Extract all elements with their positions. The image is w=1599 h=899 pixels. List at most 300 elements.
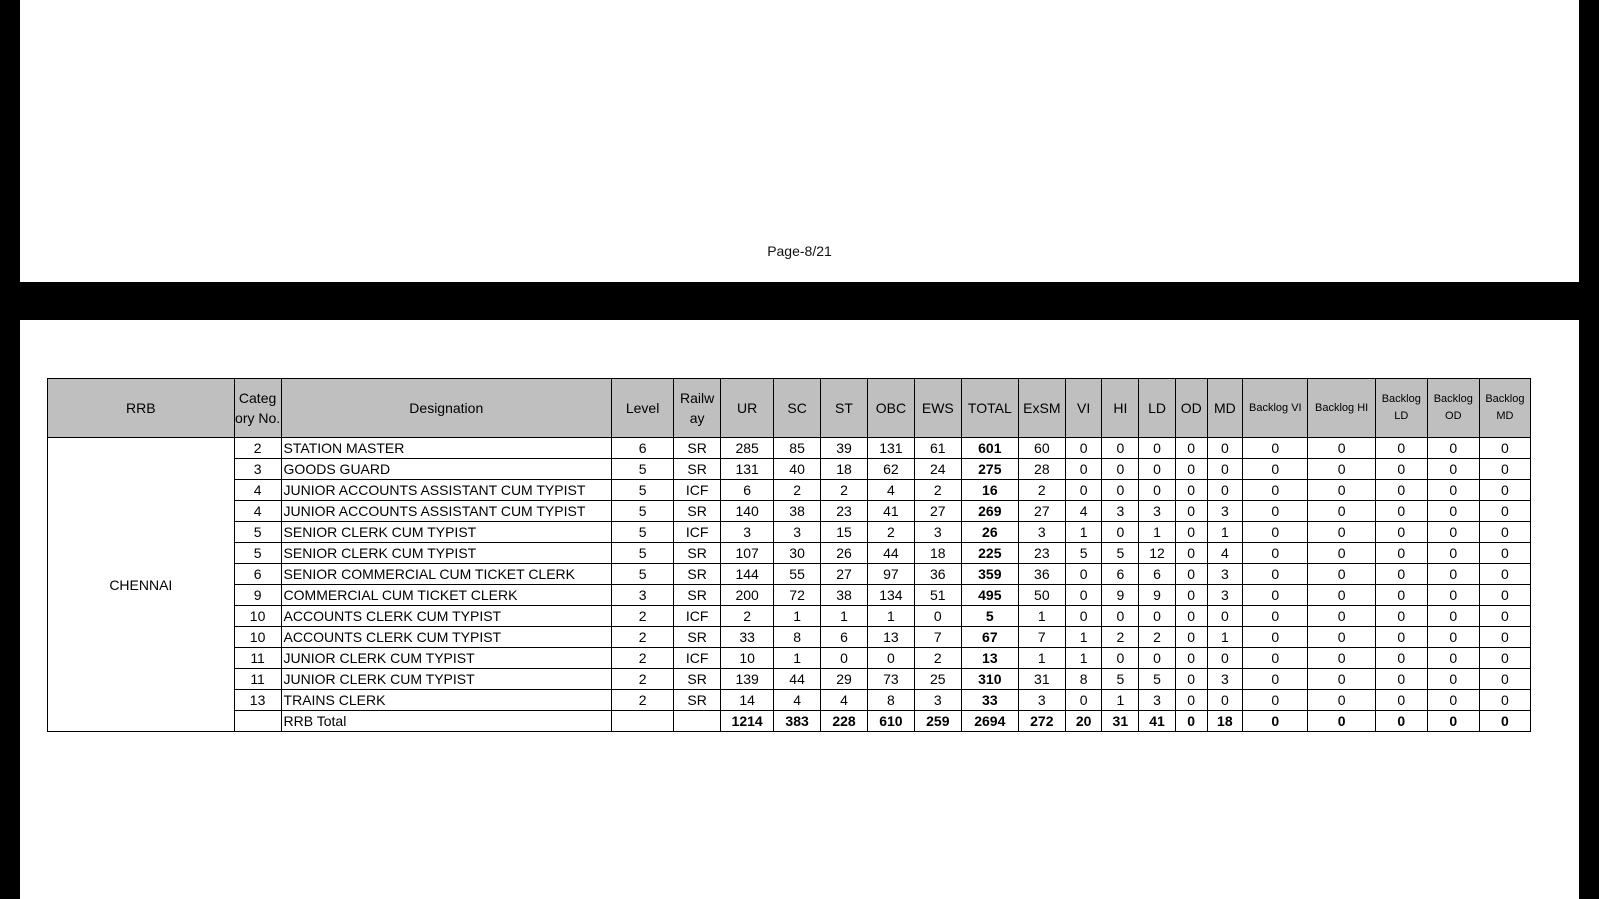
category-no-cell: 9 bbox=[234, 585, 281, 606]
backlog-ld-cell: 0 bbox=[1375, 564, 1427, 585]
ur-cell: 285 bbox=[721, 438, 774, 459]
total-row bbox=[48, 711, 1531, 732]
backlog-vi-cell: 0 bbox=[1243, 585, 1308, 606]
hi-cell: 6 bbox=[1102, 564, 1139, 585]
ld-cell: 9 bbox=[1139, 585, 1176, 606]
table-row bbox=[48, 501, 1531, 522]
obc-cell: 13 bbox=[867, 627, 914, 648]
category-no-cell: 13 bbox=[234, 690, 281, 711]
backlog-md-cell: 0 bbox=[1479, 669, 1530, 690]
backlog-hi-cell: 0 bbox=[1308, 669, 1375, 690]
backlog-md-cell: 0 bbox=[1479, 585, 1530, 606]
table-row bbox=[48, 459, 1531, 480]
exsm-cell: 27 bbox=[1018, 501, 1065, 522]
backlog-ld-cell: 0 bbox=[1375, 606, 1427, 627]
railway-cell: SR bbox=[674, 459, 721, 480]
header-total: TOTAL bbox=[961, 379, 1018, 438]
sc-cell: 40 bbox=[774, 459, 821, 480]
header-backlog-vi: Backlog VI bbox=[1243, 379, 1308, 438]
railway-cell: SR bbox=[674, 627, 721, 648]
backlog-hi-cell: 0 bbox=[1308, 543, 1375, 564]
ews-cell: 2 bbox=[914, 480, 961, 501]
od-cell: 0 bbox=[1175, 480, 1207, 501]
ur-cell: 6 bbox=[721, 480, 774, 501]
total-cell: 33 bbox=[961, 690, 1018, 711]
ur-cell: 200 bbox=[721, 585, 774, 606]
backlog-od-cell: 0 bbox=[1427, 501, 1479, 522]
backlog-vi-cell: 0 bbox=[1243, 522, 1308, 543]
ur-cell: 2 bbox=[721, 606, 774, 627]
backlog-hi-cell: 0 bbox=[1308, 522, 1375, 543]
vacancy-table bbox=[47, 378, 1531, 732]
sc-cell: 1 bbox=[774, 606, 821, 627]
header-st: ST bbox=[821, 379, 868, 438]
backlog-ld-cell: 0 bbox=[1375, 438, 1427, 459]
hi-cell: 3 bbox=[1102, 501, 1139, 522]
level-cell: 2 bbox=[612, 627, 674, 648]
level-cell bbox=[612, 711, 674, 732]
obc-cell: 134 bbox=[867, 585, 914, 606]
md-cell: 3 bbox=[1207, 585, 1243, 606]
st-cell: 26 bbox=[821, 543, 868, 564]
header-row bbox=[48, 379, 1531, 438]
total-cell: 275 bbox=[961, 459, 1018, 480]
exsm-cell: 31 bbox=[1018, 669, 1065, 690]
backlog-od-cell: 0 bbox=[1427, 438, 1479, 459]
st-cell: 39 bbox=[821, 438, 868, 459]
vi-cell: 4 bbox=[1065, 501, 1102, 522]
backlog-md-cell: 0 bbox=[1479, 690, 1530, 711]
st-cell: 4 bbox=[821, 690, 868, 711]
vi-cell: 1 bbox=[1065, 522, 1102, 543]
ur-cell: 3 bbox=[721, 522, 774, 543]
st-cell: 0 bbox=[821, 648, 868, 669]
backlog-od-cell: 0 bbox=[1427, 522, 1479, 543]
backlog-od-cell: 0 bbox=[1427, 648, 1479, 669]
ews-cell: 18 bbox=[914, 543, 961, 564]
backlog-vi-cell: 0 bbox=[1243, 501, 1308, 522]
table-row bbox=[48, 438, 1531, 459]
sc-cell: 1 bbox=[774, 648, 821, 669]
ur-cell: 144 bbox=[721, 564, 774, 585]
designation-cell: SENIOR CLERK CUM TYPIST bbox=[281, 522, 611, 543]
total-cell: 225 bbox=[961, 543, 1018, 564]
hi-cell: 0 bbox=[1102, 522, 1139, 543]
backlog-hi-cell: 0 bbox=[1308, 711, 1375, 732]
category-no-cell: 6 bbox=[234, 564, 281, 585]
od-cell: 0 bbox=[1175, 501, 1207, 522]
category-no-cell: 5 bbox=[234, 522, 281, 543]
vi-cell: 0 bbox=[1065, 459, 1102, 480]
backlog-md-cell: 0 bbox=[1479, 564, 1530, 585]
backlog-od-cell: 0 bbox=[1427, 480, 1479, 501]
backlog-hi-cell: 0 bbox=[1308, 690, 1375, 711]
backlog-ld-cell: 0 bbox=[1375, 690, 1427, 711]
header-ews: EWS bbox=[914, 379, 961, 438]
level-cell: 5 bbox=[612, 543, 674, 564]
exsm-cell: 1 bbox=[1018, 606, 1065, 627]
page-number: Page-8/21 bbox=[767, 243, 832, 259]
md-cell: 0 bbox=[1207, 438, 1243, 459]
railway-cell: ICF bbox=[674, 648, 721, 669]
backlog-hi-cell: 0 bbox=[1308, 438, 1375, 459]
level-cell: 5 bbox=[612, 501, 674, 522]
level-cell: 2 bbox=[612, 606, 674, 627]
header-backlog-md: Backlog MD bbox=[1479, 379, 1530, 438]
sc-cell: 44 bbox=[774, 669, 821, 690]
md-cell: 3 bbox=[1207, 501, 1243, 522]
backlog-vi-cell: 0 bbox=[1243, 669, 1308, 690]
backlog-hi-cell: 0 bbox=[1308, 606, 1375, 627]
header-hi: HI bbox=[1102, 379, 1139, 438]
backlog-ld-cell: 0 bbox=[1375, 543, 1427, 564]
exsm-cell: 28 bbox=[1018, 459, 1065, 480]
level-cell: 6 bbox=[612, 438, 674, 459]
ur-cell: 14 bbox=[721, 690, 774, 711]
sc-cell: 38 bbox=[774, 501, 821, 522]
total-cell: 16 bbox=[961, 480, 1018, 501]
hi-cell: 0 bbox=[1102, 438, 1139, 459]
backlog-vi-cell: 0 bbox=[1243, 438, 1308, 459]
ld-cell: 3 bbox=[1139, 501, 1176, 522]
railway-cell bbox=[674, 711, 721, 732]
exsm-cell: 3 bbox=[1018, 522, 1065, 543]
railway-cell: SR bbox=[674, 585, 721, 606]
od-cell: 0 bbox=[1175, 438, 1207, 459]
obc-cell: 610 bbox=[867, 711, 914, 732]
md-cell: 4 bbox=[1207, 543, 1243, 564]
ur-cell: 10 bbox=[721, 648, 774, 669]
ews-cell: 61 bbox=[914, 438, 961, 459]
table-row bbox=[48, 480, 1531, 501]
md-cell: 1 bbox=[1207, 522, 1243, 543]
st-cell: 228 bbox=[821, 711, 868, 732]
st-cell: 23 bbox=[821, 501, 868, 522]
od-cell: 0 bbox=[1175, 627, 1207, 648]
total-cell: 67 bbox=[961, 627, 1018, 648]
designation-cell: JUNIOR CLERK CUM TYPIST bbox=[281, 669, 611, 690]
sc-cell: 8 bbox=[774, 627, 821, 648]
od-cell: 0 bbox=[1175, 711, 1207, 732]
od-cell: 0 bbox=[1175, 459, 1207, 480]
sc-cell: 2 bbox=[774, 480, 821, 501]
backlog-vi-cell: 0 bbox=[1243, 480, 1308, 501]
level-cell: 2 bbox=[612, 669, 674, 690]
header-vi: VI bbox=[1065, 379, 1102, 438]
railway-cell: ICF bbox=[674, 480, 721, 501]
category-no-cell: 2 bbox=[234, 438, 281, 459]
railway-cell: ICF bbox=[674, 606, 721, 627]
obc-cell: 8 bbox=[867, 690, 914, 711]
ews-cell: 2 bbox=[914, 648, 961, 669]
hi-cell: 5 bbox=[1102, 543, 1139, 564]
category-no-cell: 10 bbox=[234, 606, 281, 627]
table-row bbox=[48, 627, 1531, 648]
backlog-ld-cell: 0 bbox=[1375, 585, 1427, 606]
header-ld: LD bbox=[1139, 379, 1176, 438]
ews-cell: 0 bbox=[914, 606, 961, 627]
hi-cell: 9 bbox=[1102, 585, 1139, 606]
vi-cell: 0 bbox=[1065, 690, 1102, 711]
obc-cell: 41 bbox=[867, 501, 914, 522]
backlog-ld-cell: 0 bbox=[1375, 501, 1427, 522]
railway-cell: SR bbox=[674, 564, 721, 585]
vi-cell: 0 bbox=[1065, 606, 1102, 627]
st-cell: 38 bbox=[821, 585, 868, 606]
st-cell: 1 bbox=[821, 606, 868, 627]
backlog-md-cell: 0 bbox=[1479, 522, 1530, 543]
header-sc: SC bbox=[774, 379, 821, 438]
exsm-cell: 2 bbox=[1018, 480, 1065, 501]
backlog-od-cell: 0 bbox=[1427, 606, 1479, 627]
header-category-no: Categ ory No. bbox=[234, 379, 281, 438]
railway-cell: SR bbox=[674, 501, 721, 522]
backlog-hi-cell: 0 bbox=[1308, 501, 1375, 522]
backlog-vi-cell: 0 bbox=[1243, 564, 1308, 585]
hi-cell: 0 bbox=[1102, 480, 1139, 501]
vi-cell: 0 bbox=[1065, 438, 1102, 459]
hi-cell: 31 bbox=[1102, 711, 1139, 732]
designation-cell: SENIOR CLERK CUM TYPIST bbox=[281, 543, 611, 564]
ld-cell: 41 bbox=[1139, 711, 1176, 732]
table-row bbox=[48, 585, 1531, 606]
hi-cell: 0 bbox=[1102, 459, 1139, 480]
ews-cell: 36 bbox=[914, 564, 961, 585]
backlog-ld-cell: 0 bbox=[1375, 711, 1427, 732]
table-row bbox=[48, 564, 1531, 585]
backlog-md-cell: 0 bbox=[1479, 711, 1530, 732]
level-cell: 5 bbox=[612, 522, 674, 543]
table-row bbox=[48, 522, 1531, 543]
level-cell: 3 bbox=[612, 585, 674, 606]
category-no-cell: 10 bbox=[234, 627, 281, 648]
backlog-vi-cell: 0 bbox=[1243, 627, 1308, 648]
category-no-cell bbox=[234, 711, 281, 732]
vi-cell: 8 bbox=[1065, 669, 1102, 690]
hi-cell: 0 bbox=[1102, 606, 1139, 627]
ld-cell: 2 bbox=[1139, 627, 1176, 648]
obc-cell: 62 bbox=[867, 459, 914, 480]
level-cell: 5 bbox=[612, 480, 674, 501]
hi-cell: 5 bbox=[1102, 669, 1139, 690]
backlog-od-cell: 0 bbox=[1427, 459, 1479, 480]
table-row bbox=[48, 543, 1531, 564]
header-level: Level bbox=[612, 379, 674, 438]
level-cell: 5 bbox=[612, 564, 674, 585]
backlog-od-cell: 0 bbox=[1427, 543, 1479, 564]
exsm-cell: 50 bbox=[1018, 585, 1065, 606]
total-cell: 13 bbox=[961, 648, 1018, 669]
designation-cell: COMMERCIAL CUM TICKET CLERK bbox=[281, 585, 611, 606]
designation-cell: RRB Total bbox=[281, 711, 611, 732]
ews-cell: 25 bbox=[914, 669, 961, 690]
total-cell: 269 bbox=[961, 501, 1018, 522]
obc-cell: 131 bbox=[867, 438, 914, 459]
header-railway: Railw ay bbox=[674, 379, 721, 438]
ld-cell: 0 bbox=[1139, 480, 1176, 501]
backlog-ld-cell: 0 bbox=[1375, 648, 1427, 669]
backlog-hi-cell: 0 bbox=[1308, 627, 1375, 648]
obc-cell: 44 bbox=[867, 543, 914, 564]
hi-cell: 1 bbox=[1102, 690, 1139, 711]
ld-cell: 0 bbox=[1139, 648, 1176, 669]
designation-cell: GOODS GUARD bbox=[281, 459, 611, 480]
md-cell: 0 bbox=[1207, 480, 1243, 501]
backlog-od-cell: 0 bbox=[1427, 627, 1479, 648]
backlog-ld-cell: 0 bbox=[1375, 669, 1427, 690]
ews-cell: 27 bbox=[914, 501, 961, 522]
level-cell: 2 bbox=[612, 648, 674, 669]
total-cell: 495 bbox=[961, 585, 1018, 606]
ur-cell: 107 bbox=[721, 543, 774, 564]
table-row bbox=[48, 648, 1531, 669]
obc-cell: 73 bbox=[867, 669, 914, 690]
md-cell: 3 bbox=[1207, 564, 1243, 585]
table-row bbox=[48, 690, 1531, 711]
st-cell: 6 bbox=[821, 627, 868, 648]
backlog-od-cell: 0 bbox=[1427, 669, 1479, 690]
railway-cell: SR bbox=[674, 669, 721, 690]
ld-cell: 0 bbox=[1139, 438, 1176, 459]
md-cell: 0 bbox=[1207, 459, 1243, 480]
category-no-cell: 3 bbox=[234, 459, 281, 480]
md-cell: 1 bbox=[1207, 627, 1243, 648]
st-cell: 29 bbox=[821, 669, 868, 690]
vi-cell: 0 bbox=[1065, 585, 1102, 606]
total-cell: 310 bbox=[961, 669, 1018, 690]
railway-cell: ICF bbox=[674, 522, 721, 543]
ld-cell: 3 bbox=[1139, 690, 1176, 711]
st-cell: 18 bbox=[821, 459, 868, 480]
backlog-vi-cell: 0 bbox=[1243, 648, 1308, 669]
header-ur: UR bbox=[721, 379, 774, 438]
total-cell: 2694 bbox=[961, 711, 1018, 732]
exsm-cell: 1 bbox=[1018, 648, 1065, 669]
exsm-cell: 23 bbox=[1018, 543, 1065, 564]
hi-cell: 2 bbox=[1102, 627, 1139, 648]
sc-cell: 55 bbox=[774, 564, 821, 585]
backlog-md-cell: 0 bbox=[1479, 627, 1530, 648]
sc-cell: 3 bbox=[774, 522, 821, 543]
total-cell: 26 bbox=[961, 522, 1018, 543]
backlog-md-cell: 0 bbox=[1479, 480, 1530, 501]
header-backlog-hi: Backlog HI bbox=[1308, 379, 1375, 438]
vi-cell: 20 bbox=[1065, 711, 1102, 732]
backlog-ld-cell: 0 bbox=[1375, 627, 1427, 648]
designation-cell: JUNIOR ACCOUNTS ASSISTANT CUM TYPIST bbox=[281, 501, 611, 522]
total-cell: 5 bbox=[961, 606, 1018, 627]
od-cell: 0 bbox=[1175, 606, 1207, 627]
total-cell: 601 bbox=[961, 438, 1018, 459]
ld-cell: 1 bbox=[1139, 522, 1176, 543]
category-no-cell: 5 bbox=[234, 543, 281, 564]
vi-cell: 0 bbox=[1065, 480, 1102, 501]
ews-cell: 3 bbox=[914, 690, 961, 711]
ews-cell: 7 bbox=[914, 627, 961, 648]
ews-cell: 3 bbox=[914, 522, 961, 543]
designation-cell: TRAINS CLERK bbox=[281, 690, 611, 711]
hi-cell: 0 bbox=[1102, 648, 1139, 669]
backlog-ld-cell: 0 bbox=[1375, 480, 1427, 501]
ld-cell: 0 bbox=[1139, 606, 1176, 627]
exsm-cell: 3 bbox=[1018, 690, 1065, 711]
md-cell: 0 bbox=[1207, 606, 1243, 627]
backlog-md-cell: 0 bbox=[1479, 543, 1530, 564]
ld-cell: 6 bbox=[1139, 564, 1176, 585]
level-cell: 5 bbox=[612, 459, 674, 480]
header-backlog-od: Backlog OD bbox=[1427, 379, 1479, 438]
backlog-od-cell: 0 bbox=[1427, 564, 1479, 585]
ld-cell: 5 bbox=[1139, 669, 1176, 690]
total-cell: 359 bbox=[961, 564, 1018, 585]
category-no-cell: 4 bbox=[234, 480, 281, 501]
backlog-od-cell: 0 bbox=[1427, 690, 1479, 711]
backlog-md-cell: 0 bbox=[1479, 501, 1530, 522]
backlog-md-cell: 0 bbox=[1479, 438, 1530, 459]
designation-cell: STATION MASTER bbox=[281, 438, 611, 459]
obc-cell: 0 bbox=[867, 648, 914, 669]
ur-cell: 131 bbox=[721, 459, 774, 480]
exsm-cell: 60 bbox=[1018, 438, 1065, 459]
sc-cell: 4 bbox=[774, 690, 821, 711]
header-rrb: RRB bbox=[48, 379, 235, 438]
railway-cell: SR bbox=[674, 438, 721, 459]
backlog-ld-cell: 0 bbox=[1375, 459, 1427, 480]
exsm-cell: 272 bbox=[1018, 711, 1065, 732]
od-cell: 0 bbox=[1175, 669, 1207, 690]
table-row bbox=[48, 669, 1531, 690]
railway-cell: SR bbox=[674, 543, 721, 564]
ur-cell: 33 bbox=[721, 627, 774, 648]
header-backlog-ld: Backlog LD bbox=[1375, 379, 1427, 438]
sc-cell: 85 bbox=[774, 438, 821, 459]
obc-cell: 4 bbox=[867, 480, 914, 501]
vi-cell: 5 bbox=[1065, 543, 1102, 564]
obc-cell: 97 bbox=[867, 564, 914, 585]
backlog-md-cell: 0 bbox=[1479, 606, 1530, 627]
ld-cell: 12 bbox=[1139, 543, 1176, 564]
st-cell: 15 bbox=[821, 522, 868, 543]
od-cell: 0 bbox=[1175, 543, 1207, 564]
railway-cell: SR bbox=[674, 690, 721, 711]
backlog-vi-cell: 0 bbox=[1243, 711, 1308, 732]
level-cell: 2 bbox=[612, 690, 674, 711]
exsm-cell: 36 bbox=[1018, 564, 1065, 585]
od-cell: 0 bbox=[1175, 648, 1207, 669]
ews-cell: 24 bbox=[914, 459, 961, 480]
ur-cell: 139 bbox=[721, 669, 774, 690]
od-cell: 0 bbox=[1175, 522, 1207, 543]
od-cell: 0 bbox=[1175, 690, 1207, 711]
header-designation: Designation bbox=[281, 379, 611, 438]
header-md: MD bbox=[1207, 379, 1243, 438]
backlog-hi-cell: 0 bbox=[1308, 585, 1375, 606]
od-cell: 0 bbox=[1175, 564, 1207, 585]
page-sheet-top bbox=[20, 0, 1579, 282]
vi-cell: 0 bbox=[1065, 564, 1102, 585]
obc-cell: 2 bbox=[867, 522, 914, 543]
md-cell: 18 bbox=[1207, 711, 1243, 732]
sc-cell: 383 bbox=[774, 711, 821, 732]
backlog-od-cell: 0 bbox=[1427, 585, 1479, 606]
backlog-hi-cell: 0 bbox=[1308, 459, 1375, 480]
st-cell: 2 bbox=[821, 480, 868, 501]
category-no-cell: 11 bbox=[234, 648, 281, 669]
header-od: OD bbox=[1175, 379, 1207, 438]
backlog-vi-cell: 0 bbox=[1243, 459, 1308, 480]
backlog-ld-cell: 0 bbox=[1375, 522, 1427, 543]
designation-cell: JUNIOR ACCOUNTS ASSISTANT CUM TYPIST bbox=[281, 480, 611, 501]
